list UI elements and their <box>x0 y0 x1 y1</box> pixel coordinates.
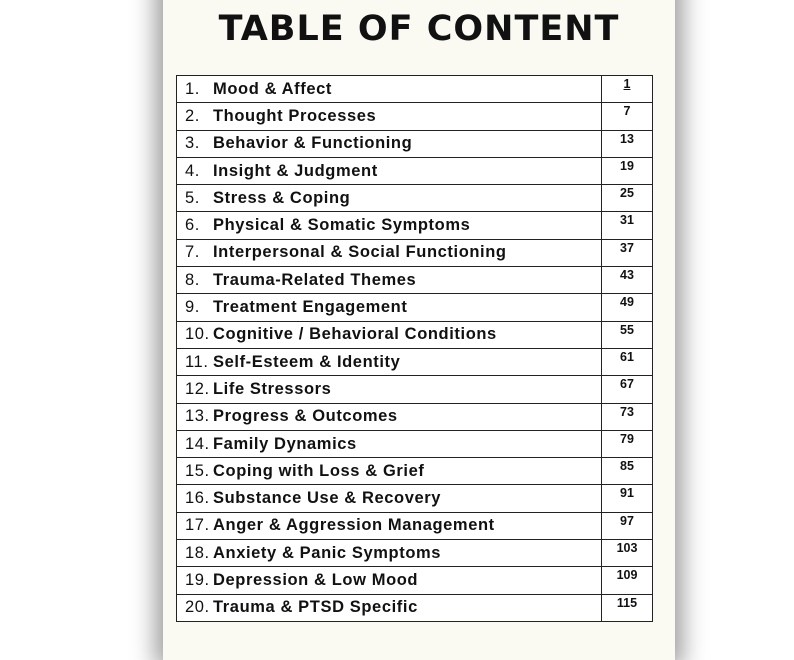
toc-entry-title: Interpersonal & Social Functioning <box>213 243 507 262</box>
toc-page-number: 31 <box>620 213 634 228</box>
toc-entry-number: 18. <box>185 543 210 562</box>
toc-entry-number: 17. <box>185 516 210 535</box>
toc-entry-title: Anger & Aggression Management <box>213 516 495 535</box>
toc-page-number: 97 <box>620 513 634 528</box>
toc-entry-page <box>602 239 653 266</box>
toc-entry-page <box>602 567 653 594</box>
toc-row <box>177 294 653 321</box>
toc-page-number: 25 <box>620 186 634 201</box>
toc-entry-number: 9. <box>185 298 200 317</box>
toc-entry-title-cell <box>177 485 602 512</box>
toc-entry-number: 15. <box>185 461 210 480</box>
toc-entry-title-cell <box>177 376 602 403</box>
toc-page-number: 79 <box>620 431 634 446</box>
toc-page-number: 55 <box>620 322 634 337</box>
toc-row <box>177 76 653 103</box>
toc-entry-page <box>602 157 653 184</box>
toc-entry-page <box>602 185 653 212</box>
toc-row <box>177 103 653 130</box>
toc-entry-title-cell <box>177 294 602 321</box>
toc-row <box>177 403 653 430</box>
toc-entry-title: Substance Use & Recovery <box>213 489 442 508</box>
toc-entry-number: 11. <box>185 352 209 371</box>
toc-page-number: 7 <box>623 104 631 119</box>
toc-row <box>177 348 653 375</box>
toc-row <box>177 321 653 348</box>
toc-entry-title: Physical & Somatic Symptoms <box>213 216 471 235</box>
toc-row <box>177 485 653 512</box>
toc-entry-title: Stress & Coping <box>213 188 351 207</box>
toc-row <box>177 540 653 567</box>
toc-entry-number: 7. <box>185 243 200 262</box>
toc-page-number: 115 <box>616 595 638 610</box>
toc-row <box>177 239 653 266</box>
toc-entry-title: Life Stressors <box>213 379 332 398</box>
toc-entry-title-cell <box>177 212 602 239</box>
toc-entry-number: 4. <box>185 161 200 180</box>
toc-entry-title-cell <box>177 430 602 457</box>
toc-table <box>176 75 653 622</box>
toc-row <box>177 130 653 157</box>
toc-page-number: 103 <box>616 541 638 556</box>
toc-entry-number: 6. <box>185 216 200 235</box>
toc-entry-title-cell <box>177 458 602 485</box>
toc-row <box>177 594 653 621</box>
toc-entry-title-cell <box>177 76 602 103</box>
toc-entry-page <box>602 376 653 403</box>
document-page <box>163 0 675 660</box>
toc-entry-page <box>602 76 653 103</box>
toc-entry-number: 19. <box>185 570 210 589</box>
toc-entry-title: Family Dynamics <box>213 434 357 453</box>
toc-entry-title: Coping with Loss & Grief <box>213 461 425 480</box>
toc-row <box>177 185 653 212</box>
toc-entry-title-cell <box>177 321 602 348</box>
toc-row <box>177 430 653 457</box>
toc-entry-page <box>602 512 653 539</box>
toc-row <box>177 267 653 294</box>
toc-row <box>177 567 653 594</box>
toc-entry-number: 8. <box>185 270 200 289</box>
toc-entry-title: Trauma-Related Themes <box>213 270 417 289</box>
toc-page-number: 73 <box>620 404 634 419</box>
toc-entry-title: Depression & Low Mood <box>213 570 419 589</box>
toc-entry-page <box>602 321 653 348</box>
toc-page-number: 19 <box>620 158 634 173</box>
toc-entry-number: 14. <box>185 434 210 453</box>
toc-entry-number: 2. <box>185 106 200 125</box>
toc-page-number: 37 <box>620 240 634 255</box>
toc-page-number: 91 <box>620 486 634 501</box>
toc-page-number: 43 <box>620 268 634 283</box>
toc-entry-title: Cognitive / Behavioral Conditions <box>213 325 497 344</box>
toc-entry-number: 12. <box>185 379 210 398</box>
toc-entry-page <box>602 294 653 321</box>
toc-entry-title: Anxiety & Panic Symptoms <box>213 543 442 562</box>
toc-page-number: 85 <box>620 459 634 474</box>
toc-row <box>177 376 653 403</box>
toc-entry-title-cell <box>177 512 602 539</box>
toc-entry-title-cell <box>177 594 602 621</box>
toc-entry-title-cell <box>177 540 602 567</box>
toc-entry-page <box>602 430 653 457</box>
toc-entry-number: 20. <box>185 598 210 617</box>
toc-entry-title-cell <box>177 103 602 130</box>
toc-entry-page <box>602 594 653 621</box>
toc-page-number: 1 <box>623 77 631 91</box>
toc-row <box>177 458 653 485</box>
toc-entry-page <box>602 403 653 430</box>
toc-entry-title-cell <box>177 567 602 594</box>
toc-entry-title-cell <box>177 403 602 430</box>
page-title: TABLE OF CONTENT <box>218 9 620 49</box>
toc-entry-number: 13. <box>185 407 210 426</box>
toc-entry-page <box>602 458 653 485</box>
toc-entry-title: Progress & Outcomes <box>213 407 398 426</box>
toc-entry-number: 10. <box>185 325 210 344</box>
toc-entry-page <box>602 130 653 157</box>
toc-entry-number: 1. <box>185 79 200 98</box>
toc-entry-page <box>602 485 653 512</box>
toc-entry-page <box>602 267 653 294</box>
toc-entry-number: 16. <box>185 489 210 508</box>
toc-entry-page <box>602 103 653 130</box>
toc-entry-title-cell <box>177 239 602 266</box>
toc-entry-title: Treatment Engagement <box>213 298 408 317</box>
toc-entry-title-cell <box>177 157 602 184</box>
toc-entry-page <box>602 540 653 567</box>
toc-page-number: 109 <box>616 568 638 583</box>
toc-entry-title-cell <box>177 267 602 294</box>
toc-entry-title: Insight & Judgment <box>213 161 378 180</box>
toc-entry-number: 5. <box>185 188 200 207</box>
toc-row <box>177 157 653 184</box>
toc-entry-title: Behavior & Functioning <box>213 134 413 153</box>
toc-entry-title: Thought Processes <box>213 106 377 125</box>
toc-page-number: 49 <box>620 295 634 310</box>
toc-entry-title-cell <box>177 130 602 157</box>
toc-page-number: 61 <box>620 349 634 364</box>
toc-entry-page <box>602 212 653 239</box>
toc-page-number: 13 <box>620 131 634 146</box>
toc-entry-page <box>602 348 653 375</box>
toc-page-number: 67 <box>620 377 634 392</box>
toc-entry-title-cell <box>177 348 602 375</box>
toc-row <box>177 512 653 539</box>
toc-entry-number: 3. <box>185 134 200 153</box>
toc-entry-title: Trauma & PTSD Specific <box>213 598 418 617</box>
toc-entry-title-cell <box>177 185 602 212</box>
toc-entry-title: Mood & Affect <box>213 79 333 98</box>
toc-entry-title: Self-Esteem & Identity <box>213 352 401 371</box>
toc-row <box>177 212 653 239</box>
